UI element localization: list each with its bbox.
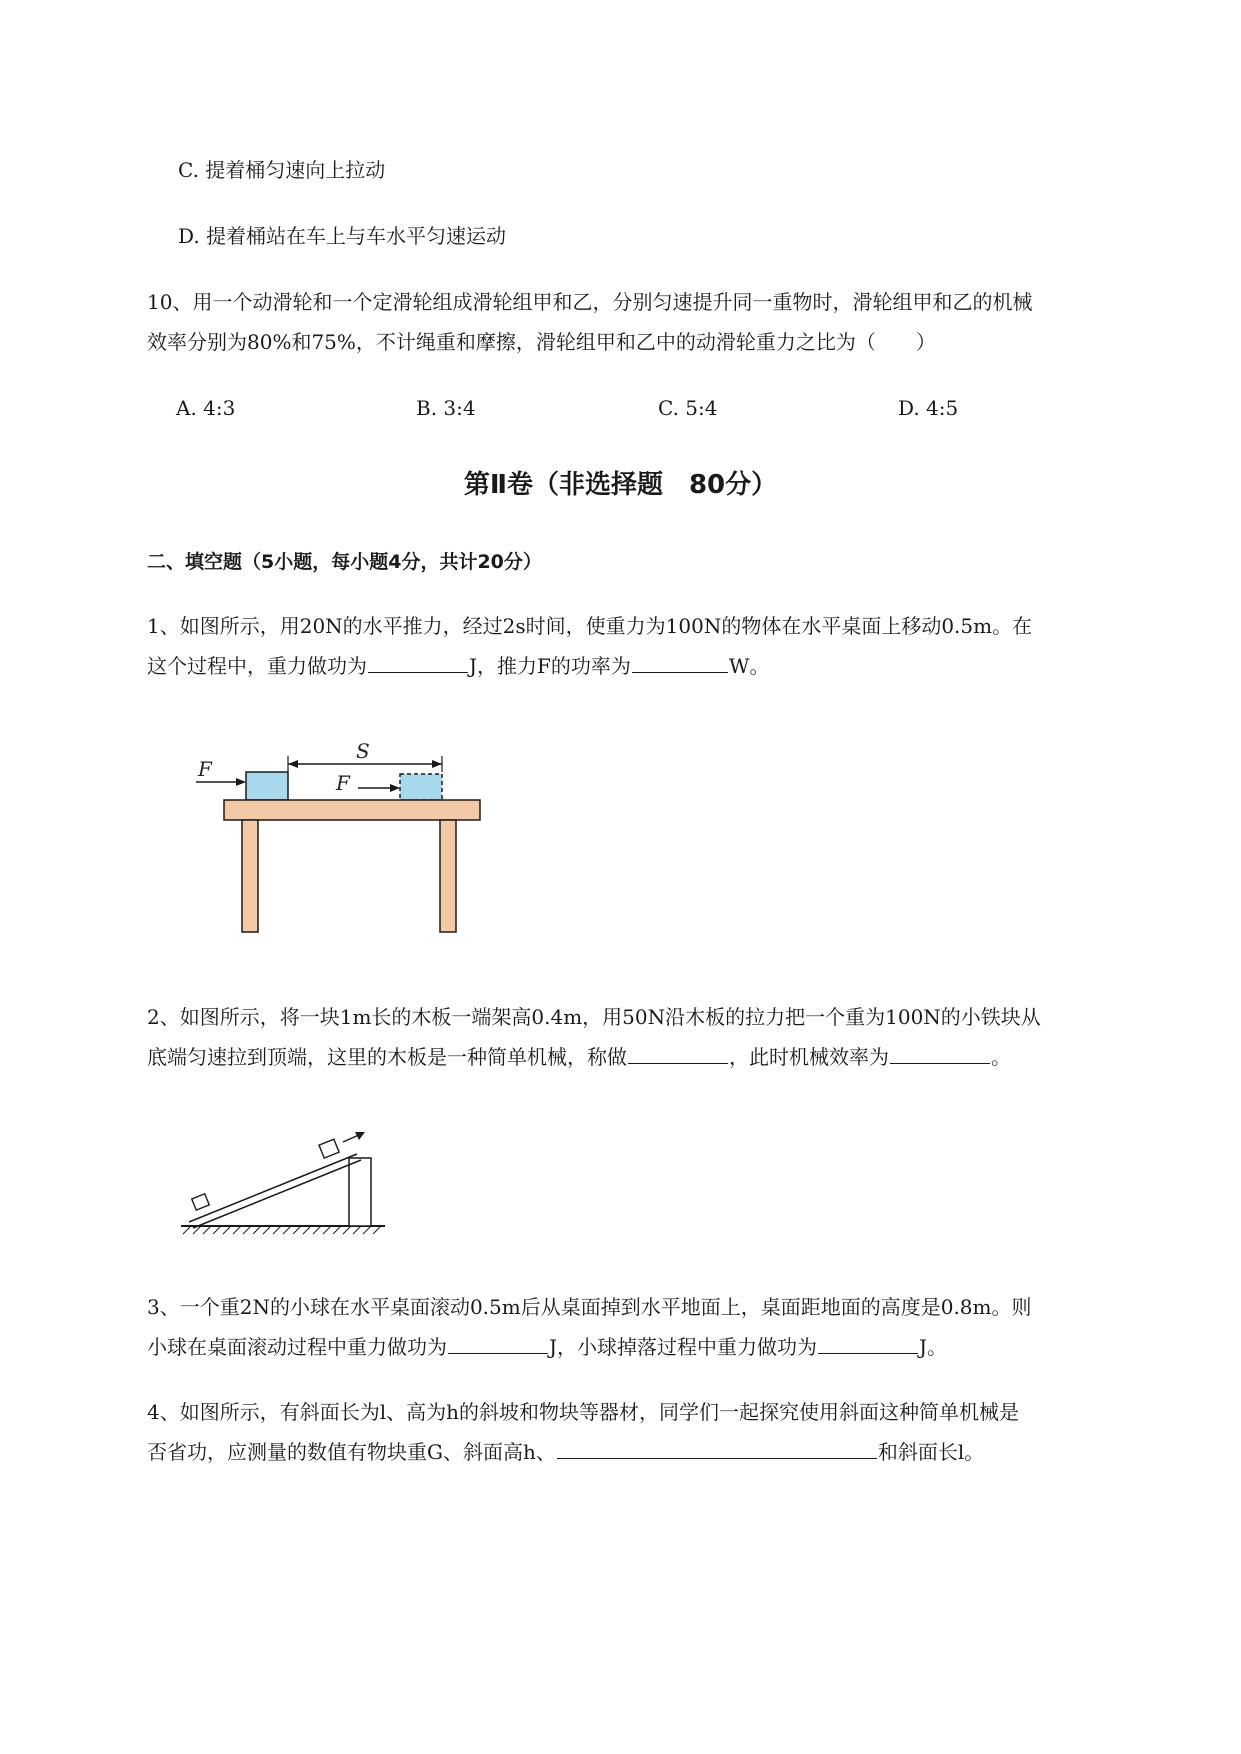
plank-bottom-edge (193, 1160, 361, 1228)
plank-top-edge (189, 1154, 357, 1222)
fill2-text-line1: 2、如图所示，将一块1m长的木板一端架高0.4m，用50N沿木板的拉力把一个重为100N的小铁块从 (147, 1005, 1041, 1029)
fill1-text-line1: 1、如图所示，用20N的水平推力，经过2s时间，使重力为100N的物体在水平桌面上移动0.5m。在 (147, 614, 1033, 638)
incline-figure (175, 1118, 395, 1238)
fill4-text-line2 (147, 1438, 984, 1466)
fill3-text-b: J，小球掉落过程中重力做功为 (549, 1335, 818, 1359)
fill1-blank-work[interactable] (368, 652, 468, 673)
q10-text-line2: 效率分别为80%和75%，不计绳重和摩擦，滑轮组甲和乙中的动滑轮重力之比为（ ） (147, 330, 936, 354)
fill1-text-b: J，推力F的功率为 (469, 654, 631, 678)
fill3-blank-falling-work[interactable] (818, 1333, 918, 1354)
block-bottom (192, 1194, 209, 1210)
q10-text-line1: 10、用一个动滑轮和一个定滑轮组成滑轮组甲和乙，分别匀速提升同一重物时，滑轮组甲和乙的机械 (147, 290, 1033, 314)
fill2-text-c: 。 (991, 1045, 1011, 1069)
support-post (349, 1158, 371, 1226)
part2-heading: 二、填空题（5小题，每小题4分，共计20分） (147, 551, 542, 573)
fill2-blank-machine[interactable] (628, 1043, 728, 1064)
fill4-text-line1: 4、如图所示，有斜面长为l、高为h的斜坡和物块等器材，同学们一起探究使用斜面这种简单机械是 (147, 1400, 1020, 1424)
table-push-figure (180, 730, 500, 940)
table-top (224, 800, 480, 820)
q10-option-d: D. 4:5 (898, 396, 959, 420)
q10-option-a: A. 4:3 (176, 396, 236, 420)
fill3-text-line2 (147, 1333, 947, 1361)
fill3-blank-rolling-work[interactable] (448, 1333, 548, 1354)
section-title: 第Ⅱ卷（非选择题 80分） (463, 470, 778, 500)
q9-option-d: D. 提着桶站在车上与车水平匀速运动 (178, 224, 507, 248)
fill2-text-b: ，此时机械效率为 (729, 1045, 889, 1069)
fill2-blank-efficiency[interactable] (890, 1043, 990, 1064)
table-leg-left (242, 820, 258, 932)
q10-option-b: B. 3:4 (416, 396, 476, 420)
fill1-blank-power[interactable] (632, 652, 728, 673)
block-top (319, 1139, 339, 1158)
force-label-left: F (198, 757, 212, 781)
q9-option-c: C. 提着桶匀速向上拉动 (178, 158, 386, 182)
fill1-text-line2 (147, 652, 769, 680)
fill3-text-c: J。 (919, 1335, 948, 1359)
ground-hatching (183, 1226, 381, 1234)
table-leg-right (440, 820, 456, 932)
fill2-text-a: 底端匀速拉到顶端，这里的木板是一种简单机械，称做 (147, 1045, 627, 1069)
fill1-text-c: W。 (728, 654, 770, 678)
block-end (400, 774, 442, 800)
fill3-text-a: 小球在桌面滚动过程中重力做功为 (147, 1335, 447, 1359)
q10-option-c: C. 5:4 (658, 396, 718, 420)
fill4-text-a: 否省功，应测量的数值有物块重G、斜面高h、 (147, 1440, 556, 1464)
block-start (246, 772, 288, 800)
fill1-text-a: 这个过程中，重力做功为 (147, 654, 367, 678)
distance-label: S (356, 739, 370, 763)
fill3-text-line1: 3、一个重2N的小球在水平桌面滚动0.5m后从桌面掉到水平地面上，桌面距地面的高度是0.8m。则 (147, 1295, 1032, 1319)
force-label-right: F (336, 771, 350, 795)
fill4-text-b: 和斜面长l。 (877, 1440, 985, 1464)
fill4-blank-quantity[interactable] (557, 1438, 877, 1459)
fill2-text-line2 (147, 1043, 1011, 1071)
